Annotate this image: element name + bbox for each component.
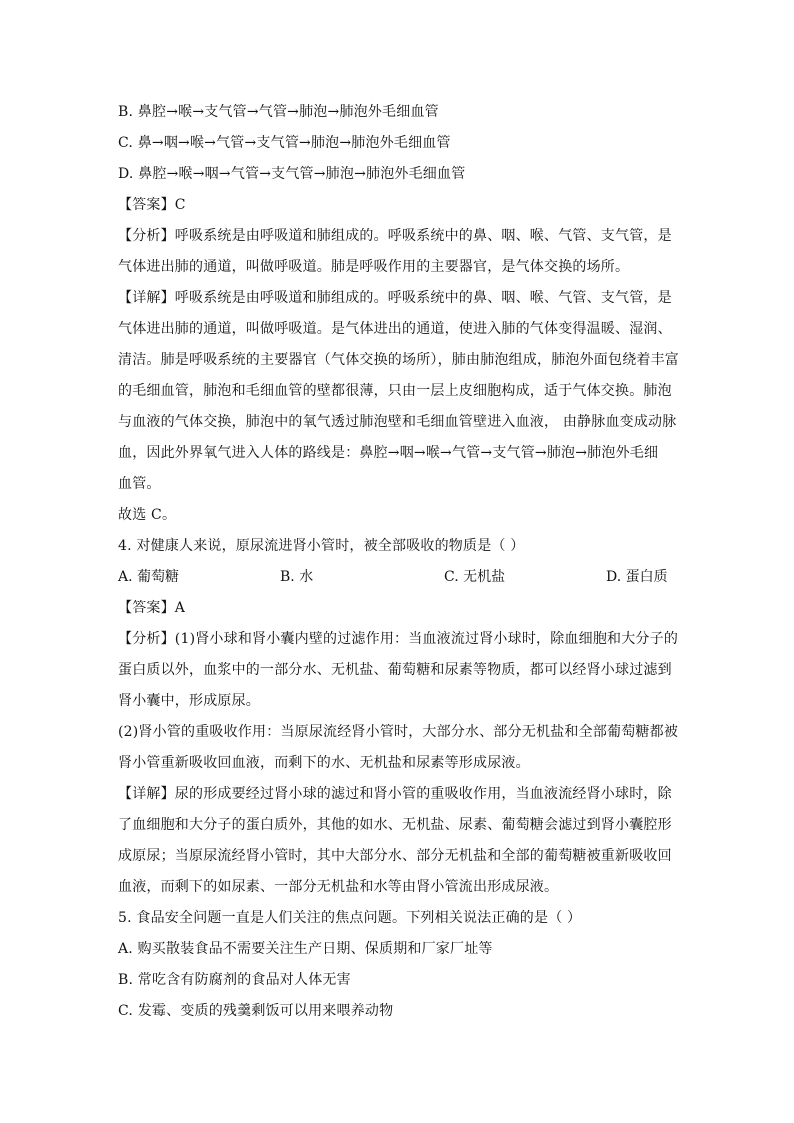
detail-text: 与血液的气体交换，肺泡中的氧气透过肺泡壁和毛细血管壁进入血液， 由静脉血变成动脉 [118,414,677,430]
q4-option-c: C. 无机盐 [444,569,506,585]
option-b: B. 鼻腔→喉→支气管→气管→肺泡→肺泡外毛细血管 [118,104,439,120]
detail-text: 气体进出肺的通道，叫做呼吸道。是气体进出的通道，使进入肺的气体变得温暖、湿润、 [118,321,672,337]
analysis-text: 肾小管重新吸收回血液，而剩下的水、无机盐和尿素等形成尿液。 [118,755,530,771]
q5-option-a: A. 购买散装食品不需要关注生产日期、保质期和厂家厂址等 [118,941,493,957]
analysis-text: 气体进出肺的通道，叫做呼吸道。肺是呼吸作用的主要器官，是气体交换的场所。 [118,259,630,275]
q5-option-c: C. 发霉、变质的残羹剩饭可以用来喂养动物 [118,1003,394,1019]
analysis-text: 蛋白质以外，血浆中的一部分水、无机盐、葡萄糖和尿素等物质，都可以经肾小球过滤到 [118,662,672,678]
detail-text: 血液，而剩下的如尿素、一部分无机盐和水等由肾小管流出形成尿液。 [118,879,559,895]
question-5: 5. 食品安全问题一直是人们关注的焦点问题。下列相关说法正确的是（ ） [118,910,582,926]
q4-option-a: A. 葡萄糖 [118,569,180,585]
answer-label: 【答案】C [118,197,186,213]
detail-text: 清洁。肺是呼吸系统的主要器官（气体交换的场所），肺由肺泡组成，肺泡外面包绕着丰富 [118,352,679,368]
question-4-options [118,567,678,587]
detail-text: 了血细胞和大分子的蛋白质外，其他的如水、无机盐、尿素、葡萄糖会滤过到肾小囊腔形 [118,817,672,833]
q4-option-d: D. 蛋白质 [606,569,668,585]
detail-text: 【详解】呼吸系统是由呼吸道和肺组成的。呼吸系统中的鼻、咽、喉、气管、支气管，是 [118,290,672,306]
conclusion-text: 故选 C。 [118,507,177,523]
detail-text: 成原尿；当原尿流经肾小管时，其中大部分水、部分无机盐和全部的葡萄糖被重新吸收回 [118,848,672,864]
detail-text: 的毛细血管，肺泡和毛细血管的壁都很薄，只由一层上皮细胞构成，适于气体交换。肺泡 [118,383,672,399]
detail-text: 【详解】尿的形成要经过肾小球的滤过和肾小管的重吸收作用，当血液流经肾小球时，除 [118,786,672,802]
analysis-text: 【分析】(1)肾小球和肾小囊内壁的过滤作用：当血液流过肾小球时，除血细胞和大分子的 [118,631,679,647]
detail-text: 血，因此外界氧气进入人体的路线是：鼻腔→咽→喉→气管→支气管→肺泡→肺泡外毛细 [118,445,659,461]
answer-label: 【答案】A [118,600,186,616]
analysis-text: 肾小囊中，形成原尿。 [118,693,260,709]
question-4: 4. 对健康人来说，原尿流进肾小管时，被全部吸收的物质是（ ） [118,538,525,554]
q5-option-b: B. 常吃含有防腐剂的食品对人体无害 [118,972,351,988]
detail-text: 血管。 [118,476,161,492]
analysis-text: (2)肾小管的重吸收作用：当原尿流经肾小管时，大部分水、部分无机盐和全部葡萄糖都被 [118,724,679,740]
analysis-text: 【分析】呼吸系统是由呼吸道和肺组成的。呼吸系统中的鼻、咽、喉、气管、支气管，是 [118,228,672,244]
option-d: D. 鼻腔→喉→咽→气管→支气管→肺泡→肺泡外毛细血管 [118,166,466,182]
option-c: C. 鼻→咽→喉→气管→支气管→肺泡→肺泡外毛细血管 [118,135,451,151]
q4-option-b: B. 水 [280,569,314,585]
